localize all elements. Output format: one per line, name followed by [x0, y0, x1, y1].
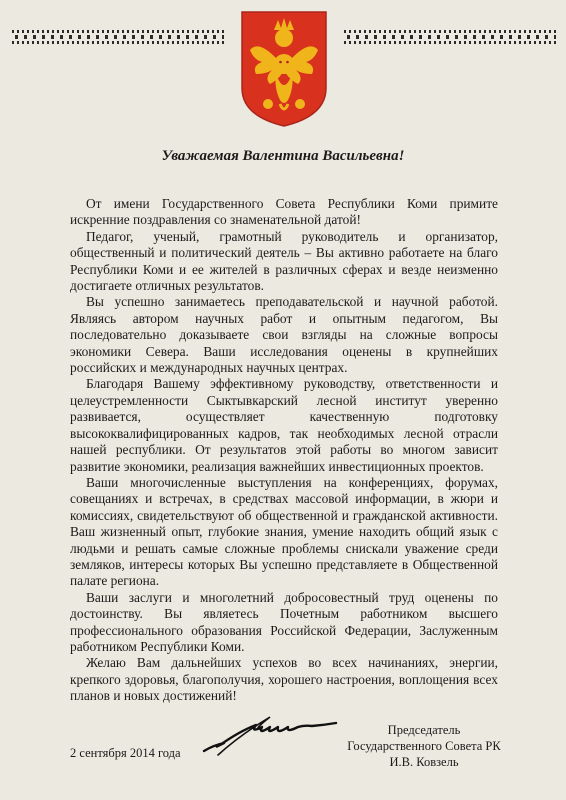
signer-block [340, 722, 508, 770]
signer-title: Председатель [387, 723, 461, 737]
signer-name: И.В. Ковзель [389, 755, 459, 769]
paragraph: Ваши многочисленные выступления на конференциях, форумах, совещаниях и встречах, в средствах массовой информации, в жюри и комиссиях, свидетельствуют об общественной и гражданской активности. Ваш жизненный опыт, глубокие знания, умение находить общий язык с людьми и решать самые сложные проблемы снискали уважение среди земляков, интересы которых Вы успешно представляете в Общественной палате региона. [70, 474, 498, 589]
paragraph: Желаю Вам дальнейших успехов во всех начинаниях, энергии, крепкого здоровья, благополучия, хорошего настроения, воплощения всех планов и новых достижений! [70, 655, 498, 704]
handwritten-signature [200, 705, 340, 759]
letter-date: 2 сентября 2014 года [70, 746, 181, 760]
signer-organization: Государственного Совета РК [347, 739, 501, 753]
salutation: Уважаемая Валентина Васильевна! [161, 148, 405, 164]
letter-body [70, 196, 498, 705]
paragraph: Ваши заслуги и многолетний добросовестный труд оценены по достоинству. Вы являетесь Почетным работником высшего профессионального образования Российской Федерации, Заслуженным работником Республики Коми. [70, 589, 498, 654]
komi-coat-of-arms-icon [236, 8, 332, 130]
paragraph: Вы успешно занимаетесь преподавательской и научной работой. Являясь автором научных работ и опытным педагогом, Вы последовательно доказываете свои взгляды на сложные вопросы экономики Севера. Ваши исследования оценены в крупнейших российских и международных научных центрах. [70, 294, 498, 376]
paragraph: Педагог, ученый, грамотный руководитель и организатор, общественный и политический деятель – Вы активно работаете на благо Республики Коми и ее жителей в различных сферах и везде неизменно достигаете отличных результатов. [70, 228, 498, 294]
paragraph: Благодаря Вашему эффективному руководству, ответственности и целеустремленности Сыктывкарский лесной институт уверенно развивается, осуществляет качественную подготовку высококвалифицированных кадров, так необходимых лесной отрасли нашей республики. От результатов этой работы во многом зависит развитие экономики, реализация важнейших инвестиционных проектов. [70, 376, 498, 474]
ornament-left [12, 30, 224, 44]
ornament-right [344, 30, 556, 44]
paragraph: От имени Государственного Совета Республики Коми примите искренние поздравления со знаменательной датой! [70, 196, 498, 228]
